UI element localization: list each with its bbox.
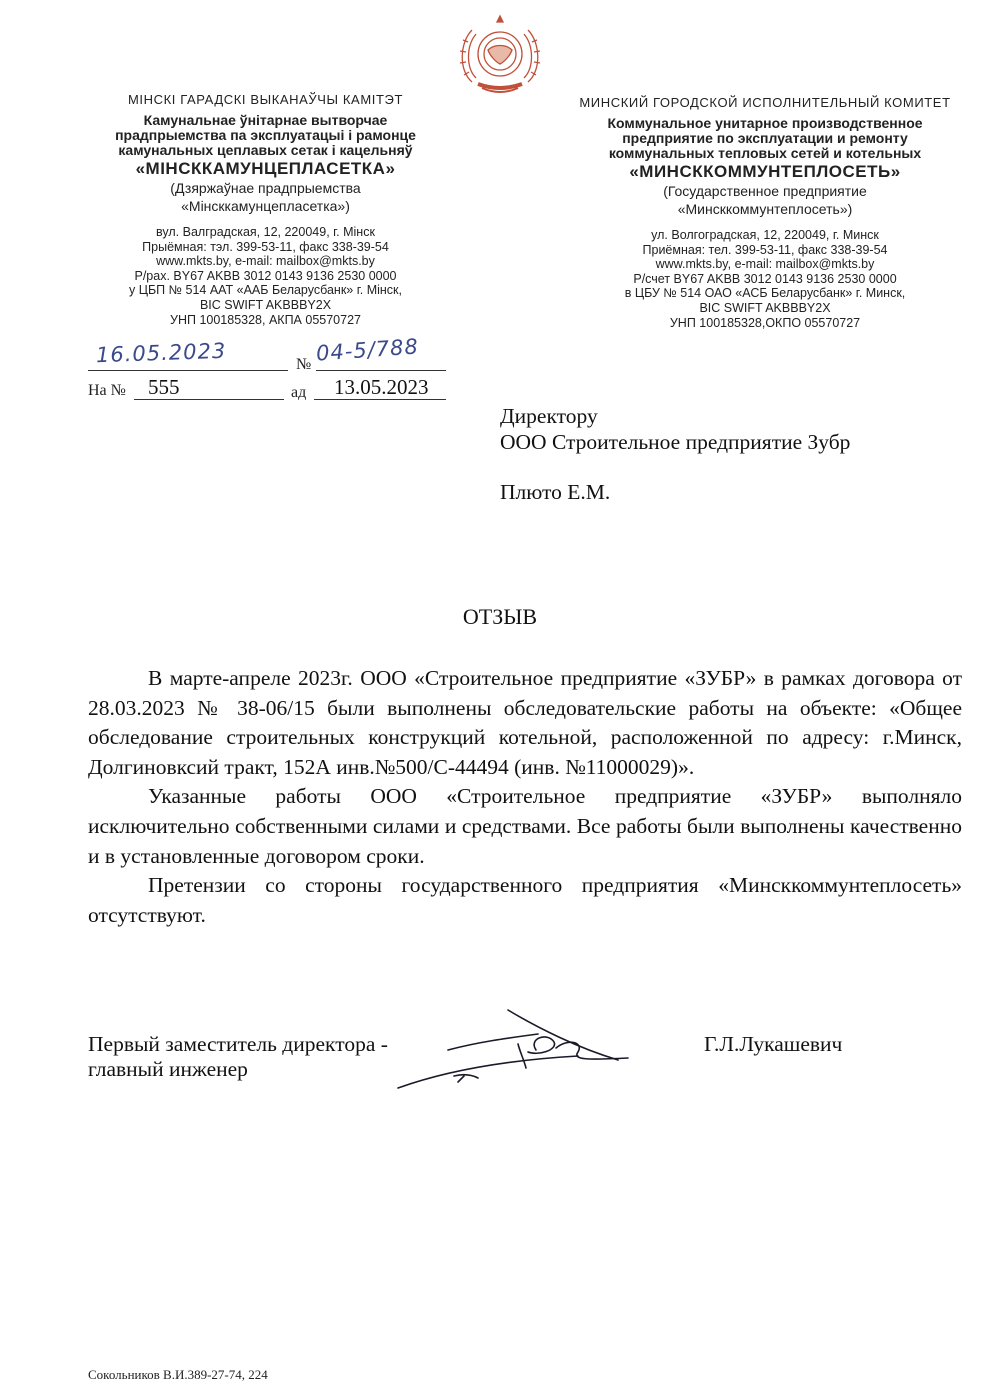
ref-date: 13.05.2023: [334, 375, 429, 399]
enterprise-line: предприятие по эксплуатации и ремонту: [622, 130, 908, 146]
signatory-role: [88, 1032, 388, 1082]
addressee-position: Директору: [500, 404, 598, 428]
state-line: «Мінсккамунцепласетка»): [181, 198, 350, 214]
enterprise-line: камунальных цеплавых сетак і кацельняў: [118, 142, 413, 158]
ref-date-label: ад: [291, 384, 307, 401]
state-line: «Минсккоммунтеплосеть»): [677, 201, 853, 217]
state-emblem-icon: [452, 12, 548, 98]
details-line: УНП 100185328,ОКПО 05570727: [669, 315, 861, 330]
state-line: (Государственное предприятие: [663, 183, 867, 199]
ref-date-underline: [314, 399, 446, 400]
enterprise-line: коммунальных тепловых сетей и котельных: [608, 145, 922, 161]
document-title: ОТЗЫВ: [462, 604, 538, 629]
committee-name-ru: МИНСКИЙ ГОРОДСКОЙ ИСПОЛНИТЕЛЬНЫЙ КОМИТЕТ: [579, 95, 951, 110]
date-underline: [88, 370, 288, 371]
addressee-name: Плюто Е.М.: [500, 480, 611, 504]
addressee-company: ООО Строительное предприятие Зубр: [500, 430, 851, 454]
number-label: №: [296, 356, 312, 373]
details-line: у ЦБП № 514 ААТ «ААБ Беларусбанк» г. Мінск,: [129, 283, 402, 298]
role-line: Первый заместитель директора -: [88, 1032, 388, 1056]
enterprise-line: прадпрыемства па эксплуатацыі і рамонце: [115, 127, 416, 143]
ref-underline: [134, 399, 284, 400]
handwritten-signature-icon: [388, 998, 653, 1098]
details-line: Приёмная: тел. 399-53-11, факс 338-39-54: [642, 242, 888, 257]
details-line: Р/счет BY67 AKBB 3012 0143 9136 2530 0000: [633, 271, 897, 286]
brand-name-ru: «МИНСККОММУНТЕПЛОСЕТЬ»: [629, 162, 901, 181]
details-line: ул. Волгоградская, 12, 220049, г. Минск: [651, 228, 879, 242]
outgoing-number: 04-5/788: [315, 334, 420, 366]
details-line: УНП 100185328, АКПА 05570727: [170, 312, 361, 327]
enterprise-line: Камунальнае ўнітарнае вытворчае: [143, 112, 388, 128]
brand-name-by: «МІНСККАМУНЦЕПЛАСЕТКА»: [135, 159, 396, 178]
details-line: www.mkts.by, e-mail: mailbox@mkts.by: [156, 254, 375, 269]
contact-details-ru: [565, 228, 965, 330]
ref-number: 555: [148, 375, 180, 399]
outgoing-date: 16.05.2023: [95, 338, 227, 368]
body-paragraph: Указанные работы ООО «Строительное предприятие «ЗУБР» выполняло исключительно собственными силами и средствами. Все работы были выполнены качественно и в установленные договором сроки.: [88, 784, 962, 868]
document-body: [88, 664, 962, 930]
details-line: www.mkts.by, e-mail: mailbox@mkts.by: [655, 257, 875, 272]
header-left: [88, 92, 443, 327]
details-line: вул. Валградская, 12, 220049, г. Мінск: [156, 225, 375, 239]
contact-details-by: [88, 225, 443, 327]
details-line: Прыёмная: тэл. 399-53-11, факс 338-39-54: [142, 239, 389, 254]
body-paragraph: Претензии со стороны государственного предприятия «Минсккоммунтеплосеть» отсутствуют.: [88, 873, 962, 927]
details-line: Р/рах. BY67 AKBB 3012 0143 9136 2530 0000: [134, 268, 397, 283]
executor-contact: Сокольников В.И.389-27-74, 224: [88, 1367, 268, 1382]
committee-name-by: МІНСКІ ГАРАДСКІ ВЫКАНАЎЧЫ КАМІТЭТ: [128, 92, 403, 107]
state-line: (Дзяржаўнае прадпрыемства: [170, 180, 361, 196]
details-line: в ЦБУ № 514 ОАО «АСБ Беларусбанк» г. Минск,: [624, 286, 906, 301]
body-paragraph: В марте-апреле 2023г. ООО «Строительное предприятие «ЗУБР» в рамках договора от 28.03.2023 № 38-06/15 были выполнены обследовательские работы на объекте: «Общее обследование строительных конструкций котельной, расположенной по адресу: г.Минск, Долгиновксий тракт, 152А инв.№500/С-44494 (инв. №11000029)».: [88, 666, 962, 779]
number-underline: [316, 370, 446, 371]
header-right: [565, 95, 965, 330]
signatory-name: Г.Л.Лукашевич: [704, 1032, 843, 1056]
details-line: BIC SWIFT AKBBBY2X: [699, 300, 831, 315]
details-line: BIC SWIFT AKBBBY2X: [199, 297, 332, 312]
role-line: главный инженер: [88, 1057, 248, 1081]
enterprise-line: Коммунальное унитарное производственное: [607, 115, 923, 131]
ref-label: На №: [88, 382, 126, 399]
